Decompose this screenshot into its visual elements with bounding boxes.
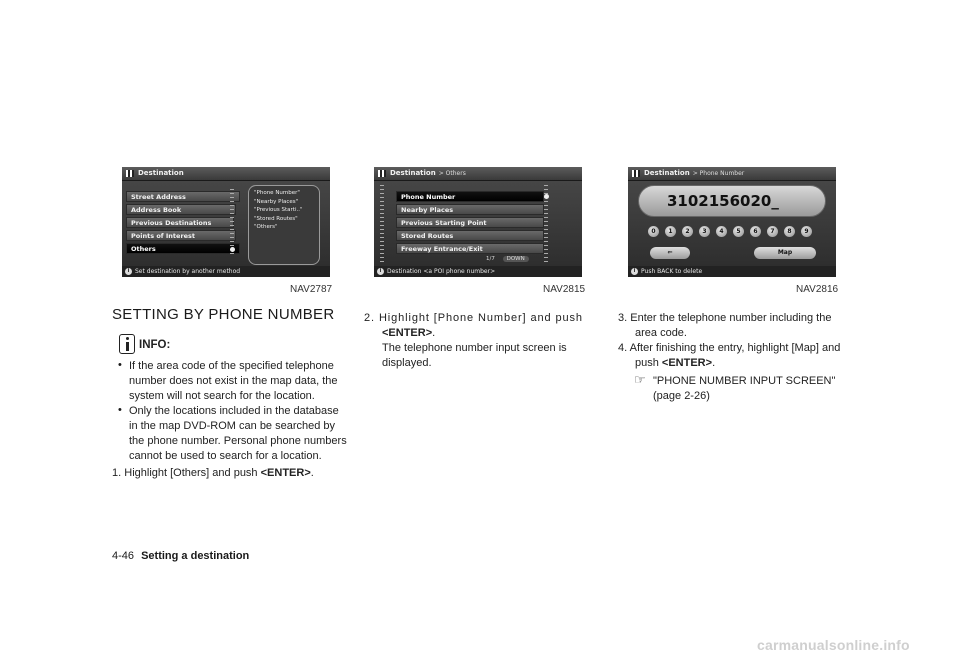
footer-text: Set destination by another method bbox=[135, 268, 241, 275]
menu-item-points-of-interest: Points of Interest bbox=[126, 230, 236, 241]
bullet-line: number does not exist in the map data, the bbox=[129, 375, 338, 387]
note-line: displayed. bbox=[382, 357, 432, 369]
menu-item-previous-starting-point: Previous Starting Point bbox=[396, 217, 544, 228]
step-2-key-line bbox=[382, 326, 435, 341]
screen-footer bbox=[122, 266, 330, 277]
chapter-title: Setting a destination bbox=[141, 550, 250, 562]
menu-item-freeway-entrance-exit: Freeway Entrance/Exit bbox=[396, 243, 544, 254]
key-8: 8 bbox=[784, 226, 795, 237]
menu-item-previous-destinations: Previous Destinations bbox=[126, 217, 234, 228]
step-number: 3. bbox=[618, 312, 628, 324]
screen-header bbox=[122, 167, 330, 181]
reference-title: "PHONE NUMBER INPUT SCREEN" bbox=[653, 375, 836, 387]
page-count: 1/7 bbox=[486, 256, 495, 262]
step-1 bbox=[112, 466, 314, 481]
preview-line: "Previous Starti.." bbox=[254, 207, 303, 213]
bullet-dot: • bbox=[118, 359, 122, 371]
phone-number-display: 3102156020_ bbox=[638, 185, 826, 217]
bullet-dot: • bbox=[118, 404, 122, 416]
screen-title: Destination bbox=[138, 169, 184, 177]
menu-item-nearby-places: Nearby Places bbox=[396, 204, 544, 215]
info-icon: i bbox=[377, 268, 384, 275]
key-6: 6 bbox=[750, 226, 761, 237]
page-footer bbox=[112, 550, 249, 562]
checkered-flag-icon bbox=[126, 170, 134, 177]
info-icon bbox=[119, 334, 135, 354]
menu-item-phone-number: Phone Number bbox=[396, 191, 544, 202]
figure-phone-input bbox=[628, 167, 836, 277]
step-end: . bbox=[432, 327, 436, 339]
bullet-item bbox=[129, 404, 347, 464]
checkered-flag-icon bbox=[378, 170, 386, 177]
bullet-line: cannot be used to search for a location. bbox=[129, 450, 322, 462]
figure-caption: NAV2815 bbox=[543, 284, 586, 295]
preview-bubble bbox=[248, 185, 320, 265]
section-heading: SETTING BY PHONE NUMBER bbox=[112, 306, 335, 323]
screen-header bbox=[628, 167, 836, 181]
figure-others-menu bbox=[374, 167, 582, 277]
key-1: 1 bbox=[665, 226, 676, 237]
reference-page: (page 2-26) bbox=[653, 390, 710, 402]
step-number: 2. bbox=[364, 312, 375, 324]
bullet-line: in the map DVD-ROM can be searched by bbox=[129, 420, 336, 432]
key-2: 2 bbox=[682, 226, 693, 237]
screen-subtitle: > Others bbox=[438, 170, 466, 177]
screen-footer bbox=[628, 266, 836, 277]
step-2-note bbox=[382, 341, 567, 371]
step-text: area code. bbox=[635, 327, 687, 339]
scrollbar-knob bbox=[544, 194, 549, 199]
enter-key-label: <ENTER> bbox=[661, 357, 713, 369]
figure-destination-menu bbox=[122, 167, 330, 277]
key-0: 0 bbox=[648, 226, 659, 237]
bullet-line: the phone number. Personal phone numbers bbox=[129, 435, 347, 447]
map-button: Map bbox=[754, 247, 816, 259]
key-9: 9 bbox=[801, 226, 812, 237]
footer-text: Push BACK to delete bbox=[641, 268, 703, 275]
page-number: 4-46 bbox=[112, 550, 135, 562]
screen-title bbox=[390, 167, 466, 180]
scrollbar-track bbox=[230, 189, 234, 255]
preview-line: "Others" bbox=[254, 224, 278, 230]
info-label: INFO: bbox=[139, 339, 171, 351]
watermark: carmanualsonline.info bbox=[757, 637, 910, 653]
step-text: push bbox=[635, 357, 662, 369]
enter-key-label: <ENTER> bbox=[382, 327, 433, 339]
down-button: DOWN bbox=[503, 256, 529, 262]
cross-reference bbox=[653, 374, 835, 404]
menu-item-stored-routes: Stored Routes bbox=[396, 230, 544, 241]
screen-header bbox=[374, 167, 582, 181]
step-text: Highlight [Phone Number] and push bbox=[378, 312, 583, 324]
key-4: 4 bbox=[716, 226, 727, 237]
preview-line: "Stored Routes" bbox=[254, 215, 298, 222]
preview-line: "Nearby Places" bbox=[254, 198, 299, 205]
step-number: 4. bbox=[618, 342, 628, 354]
info-icon: i bbox=[125, 268, 132, 275]
step-3 bbox=[618, 311, 831, 341]
note-line: The telephone number input screen is bbox=[382, 342, 567, 354]
key-7: 7 bbox=[767, 226, 778, 237]
step-4 bbox=[618, 341, 840, 371]
page-indicator bbox=[486, 256, 529, 262]
preview-line: "Phone Number" bbox=[254, 190, 300, 196]
screen-title-text: Destination bbox=[390, 169, 436, 177]
screen-title-text: Destination bbox=[644, 169, 690, 177]
checkered-flag-icon bbox=[632, 170, 640, 177]
screen-subtitle: > Phone Number bbox=[692, 170, 745, 177]
step-end: . bbox=[712, 357, 716, 369]
bullet-item bbox=[129, 359, 338, 404]
step-number: 1. bbox=[112, 467, 122, 479]
key-5: 5 bbox=[733, 226, 744, 237]
pointing-hand-reference-icon: ☞ bbox=[634, 372, 646, 387]
step-end: . bbox=[310, 467, 314, 479]
scroll-decoration-left bbox=[380, 185, 384, 263]
scrollbar-knob bbox=[230, 247, 235, 252]
back-arrow-icon: ⇐ bbox=[650, 247, 690, 259]
bullet-line: Only the locations included in the database bbox=[129, 405, 339, 417]
info-icon: i bbox=[631, 268, 638, 275]
screen-title bbox=[644, 167, 744, 180]
figure-caption: NAV2787 bbox=[290, 284, 333, 295]
menu-item-address-book: Address Book bbox=[126, 204, 236, 215]
step-text: Enter the telephone number including the bbox=[630, 312, 832, 324]
step-2 bbox=[364, 311, 583, 326]
step-text: After finishing the entry, highlight [Map] and bbox=[629, 342, 841, 354]
screen-footer bbox=[374, 266, 582, 277]
figure-caption: NAV2816 bbox=[796, 284, 839, 295]
bullet-line: If the area code of the specified telephone bbox=[129, 360, 334, 372]
step-text: Highlight [Others] and push bbox=[124, 467, 261, 479]
bullet-line: system will not search for the location. bbox=[129, 390, 315, 402]
menu-item-others: Others bbox=[126, 243, 240, 254]
enter-key-label: <ENTER> bbox=[260, 467, 311, 479]
key-3: 3 bbox=[699, 226, 710, 237]
menu-item-street-address: Street Address bbox=[126, 191, 240, 202]
footer-text: Destination <a POI phone number> bbox=[387, 268, 496, 275]
